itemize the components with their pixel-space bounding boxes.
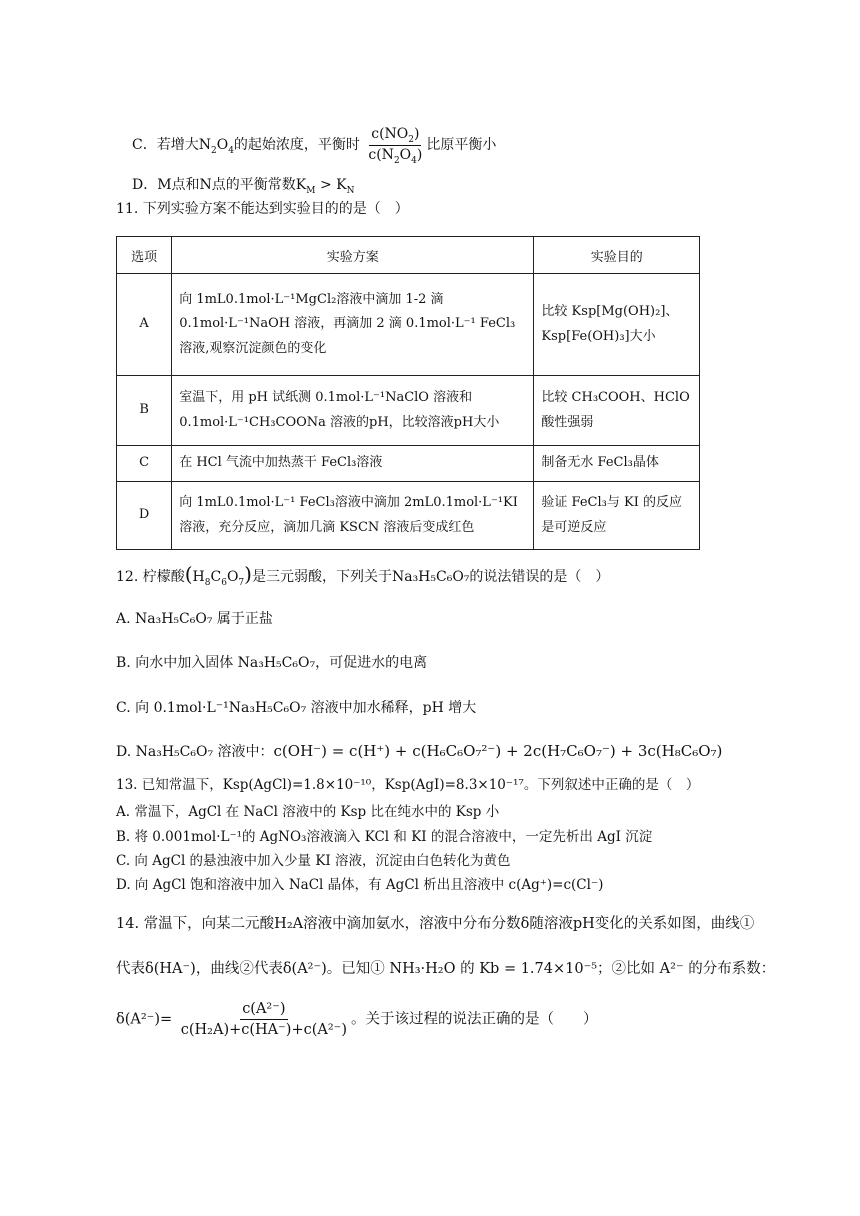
row-option: D	[117, 482, 172, 550]
q13-option-b: B. 将 0.001mol·L⁻¹的 AgNO₃溶液滴入 KCl 和 KI 的混合溶液中，一定先析出 AgI 沉淀	[116, 829, 653, 845]
q14-line-1: 14. 常温下，向某二元酸H₂A溶液中滴加氨水，溶液中分布分数δ随溶液pH变化的关系如图，曲线①	[116, 916, 755, 932]
q10-fraction: $\frac{c(NO_2)}{c(N_2O_4)}$	[368, 126, 423, 166]
row-plan: 向 1mL0.1mol·L⁻¹MgCl₂溶液中滴加 1-2 滴 0.1mol·L⁻¹NaOH 溶液，再滴加 2 滴 0.1mol·L⁻¹ FeCl₃溶液,观察沉淀颜色的变化	[172, 274, 534, 376]
q13-option-a: A. 常温下，AgCl 在 NaCl 溶液中的 Ksp 比在纯水中的 Ksp 小	[116, 804, 500, 820]
header-goal: 实验目的	[534, 237, 700, 274]
row-plan: 室温下，用 pH 试纸测 0.1mol·L⁻¹NaClO 溶液和 0.1mol·L⁻¹CH₃COONa 溶液的pH，比较溶液pH大小	[172, 376, 534, 446]
q14-line-2: 代表δ(HA⁻)，曲线②代表δ(A²⁻)。已知① NH₃·H₂O 的 Kb = 1.74×10⁻⁵；②比如 A²⁻ 的分布系数：	[116, 961, 776, 977]
row-plan: 向 1mL0.1mol·L⁻¹ FeCl₃溶液中滴加 2mL0.1mol·L⁻¹KI 溶液，充分反应，滴加几滴 KSCN 溶液后变成红色	[172, 482, 534, 550]
row-goal: 验证 FeCl₃与 KI 的反应是可逆反应	[534, 482, 700, 550]
row-goal: 比较 CH₃COOH、HClO 酸性强弱	[534, 376, 700, 446]
header-option: 选项	[117, 237, 172, 274]
table-row	[117, 446, 700, 482]
header-plan: 实验方案	[172, 237, 534, 274]
q10-option-d: D．M点和N点的平衡常数$K_M > K_N$	[132, 177, 355, 196]
q13-option-c: C. 向 AgCl 的悬浊液中加入少量 KI 溶液，沉淀由白色转化为黄色	[116, 853, 511, 869]
q12-option-d: D. Na₃H₅C₆O₇ 溶液中：c(OH⁻) = c(H⁺) + c(H₆C₆O₇²⁻) + 2c(H₇C₆O₇⁻) + 3c(H₈C₆O₇)	[116, 742, 723, 760]
row-goal: 制备无水 FeCl₃晶体	[534, 446, 700, 482]
q12-option-b: B. 向水中加入固体 Na₃H₅C₆O₇，可促进水的电离	[116, 655, 428, 671]
q13-option-d: D. 向 AgCl 饱和溶液中加入 NaCl 晶体，有 AgCl 析出且溶液中 c(Ag⁺)=c(Cl⁻)	[116, 877, 604, 893]
row-plan: 在 HCl 气流中加热蒸干 FeCl₃溶液	[172, 446, 534, 482]
q12-option-a: A. Na₃H₅C₆O₇ 属于正盐	[116, 611, 273, 627]
q14-fraction: $\frac{\text{c(A²⁻)}}{\text{c(H₂A)+c(HA⁻)+c(A²⁻)}}$	[180, 1001, 347, 1039]
row-goal: 比较 Ksp[Mg(OH)₂]、Ksp[Fe(OH)₃]大小	[534, 274, 700, 376]
row-option: B	[117, 376, 172, 446]
q14-line-3: δ(A²⁻)= $\frac{\text{c(A²⁻)}}{\text{c(H₂A)+c(HA⁻)+c(A²⁻)}}$ 。关于该过程的说法正确的是（ ）	[116, 1001, 598, 1039]
q13-stem: 13. 已知常温下，Ksp(AgCl)=1.8×10⁻¹⁰，Ksp(AgI)=8.3×10⁻¹⁷。下列叙述中正确的是（ ）	[116, 777, 700, 793]
q11-stem: 11. 下列实验方案不能达到实验目的的是（ ）	[116, 201, 409, 217]
table-header-row	[117, 237, 700, 274]
q12-stem: 12. 柠檬酸$(H_8C_6O_7)$是三元弱酸，下列关于Na₃H₅C₆O₇的说法错误的是（ ）	[116, 562, 610, 588]
q10-option-c: C．若增大$N_2O_4$的起始浓度，平衡时 $\frac{c(NO_2)}{c(N_2O_4)}$ 比原平衡小	[132, 126, 497, 166]
table-row	[117, 274, 700, 376]
table-row	[117, 376, 700, 446]
q11-table	[116, 236, 700, 550]
row-option: A	[117, 274, 172, 376]
table-row	[117, 482, 700, 550]
q12-option-c: C. 向 0.1mol·L⁻¹Na₃H₅C₆O₇ 溶液中加水稀释，pH 增大	[116, 700, 477, 716]
row-option: C	[117, 446, 172, 482]
